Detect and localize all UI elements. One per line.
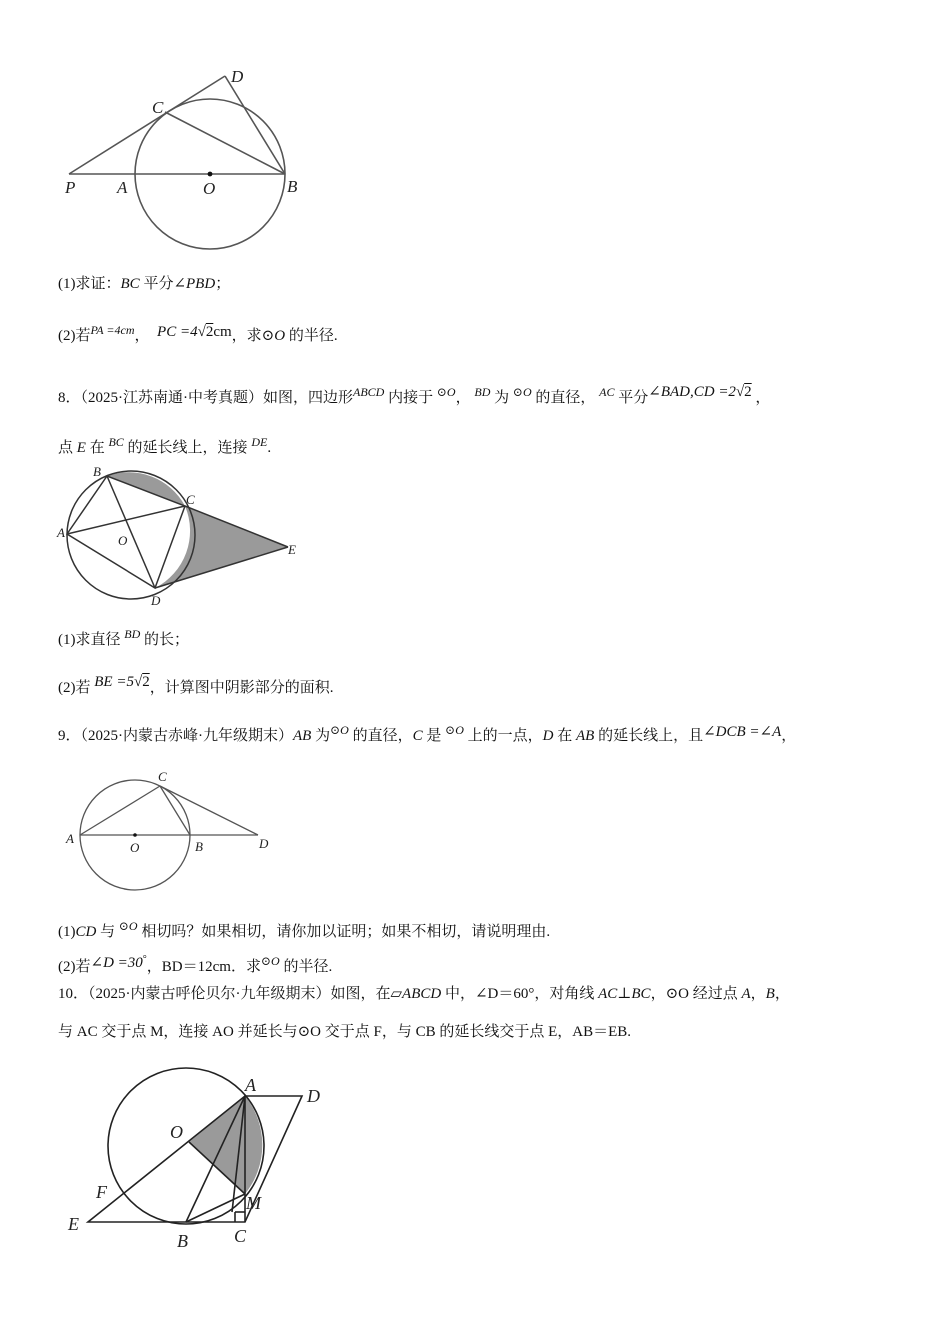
q10-statement-line2: 与 AC 交于点 M，连接 AO 并延长与⊙O 交于点 F，与 CB 的延长线交于点 E，AB＝EB. bbox=[58, 1024, 632, 1040]
segment-pd bbox=[69, 76, 225, 174]
label-b: B bbox=[177, 1231, 188, 1251]
label-a: A bbox=[66, 831, 74, 846]
q8-part2: (2)若 BE =5√2，计算图中阴影部分的面积. bbox=[58, 674, 334, 696]
diagonal-ac bbox=[67, 506, 185, 534]
q7-part1: (1)求证：BC 平分∠PBD； bbox=[58, 276, 231, 292]
label-b: B bbox=[287, 177, 298, 196]
q7-part2: (2)若$^{PA =4cm}$， PC =4√2cm，求⊙O 的半径. bbox=[58, 323, 338, 344]
label-d: D bbox=[259, 836, 269, 851]
figure-circle-tangent-pd bbox=[55, 60, 315, 255]
q10-statement-line1: 10．（2025·内蒙古呼伦贝尔·九年级期末）如图，在▱ABCD 中，∠D＝60°，对角线 AC⊥BC，⊙O 经过点 A，B， bbox=[58, 986, 790, 1002]
q9-part2: (2)若∠D =30°，BD＝12cm．求$^{⊙O}$ 的半径. bbox=[58, 954, 333, 975]
label-c: C bbox=[234, 1226, 247, 1246]
label-f: F bbox=[96, 1182, 107, 1202]
q9-statement: 9．（2025·内蒙古赤峰·九年级期末）AB 为$^{⊙O}$ 的直径，C 是 $^{⊙O}$ 上的一点，D 在 AB 的延长线上，且∠DCB =∠A， bbox=[58, 723, 797, 744]
q8-statement-line2: 点 E 在 $^{BC}$ 的延长线上，连接 $^{DE}$. bbox=[58, 435, 272, 456]
label-c: C bbox=[186, 492, 195, 507]
label-d: D bbox=[231, 67, 244, 86]
label-d: D bbox=[151, 593, 161, 608]
label-a: A bbox=[117, 178, 128, 197]
label-a: A bbox=[245, 1075, 256, 1095]
label-c: C bbox=[152, 98, 164, 117]
shaded-region-cde bbox=[155, 506, 288, 588]
center-point bbox=[133, 833, 137, 837]
diameter-bd bbox=[107, 476, 155, 588]
label-p: P bbox=[65, 178, 76, 197]
label-o: O bbox=[130, 840, 140, 855]
segment-ac bbox=[80, 786, 160, 835]
circle-o bbox=[67, 471, 195, 599]
label-e: E bbox=[68, 1214, 79, 1234]
label-o: O bbox=[170, 1122, 183, 1142]
label-o: O bbox=[203, 179, 216, 198]
q8-statement-line1: 8．（2025·江苏南通·中考真题）如图，四边形$^{ABCD}$ 内接于 $^{⊙O}$， $^{BD}$ 为 $^{⊙O}$ 的直径， $^{AC}$ 平分∠BAD,CD =2√2 ， bbox=[58, 384, 771, 406]
figure-circle-tangent-cd bbox=[58, 765, 283, 895]
figure-cyclic-quad-shaded bbox=[55, 462, 310, 612]
label-c: C bbox=[158, 769, 167, 784]
label-d: D bbox=[307, 1086, 320, 1106]
label-a: A bbox=[57, 525, 65, 540]
figure-parallelogram-circle bbox=[62, 1062, 337, 1257]
label-b: B bbox=[195, 839, 203, 854]
label-m: M bbox=[246, 1193, 261, 1213]
q9-part1: (1)CD 与 $^{⊙O}$ 相切吗？如果相切，请你加以证明；如果不相切，请说明理由. bbox=[58, 919, 551, 940]
q8-part1: (1)求直径 $^{BD}$ 的长； bbox=[58, 627, 190, 648]
center-point bbox=[208, 172, 213, 177]
segment-cb bbox=[165, 112, 285, 174]
label-b: B bbox=[93, 464, 101, 479]
label-e: E bbox=[288, 542, 296, 557]
label-o: O bbox=[118, 533, 128, 548]
